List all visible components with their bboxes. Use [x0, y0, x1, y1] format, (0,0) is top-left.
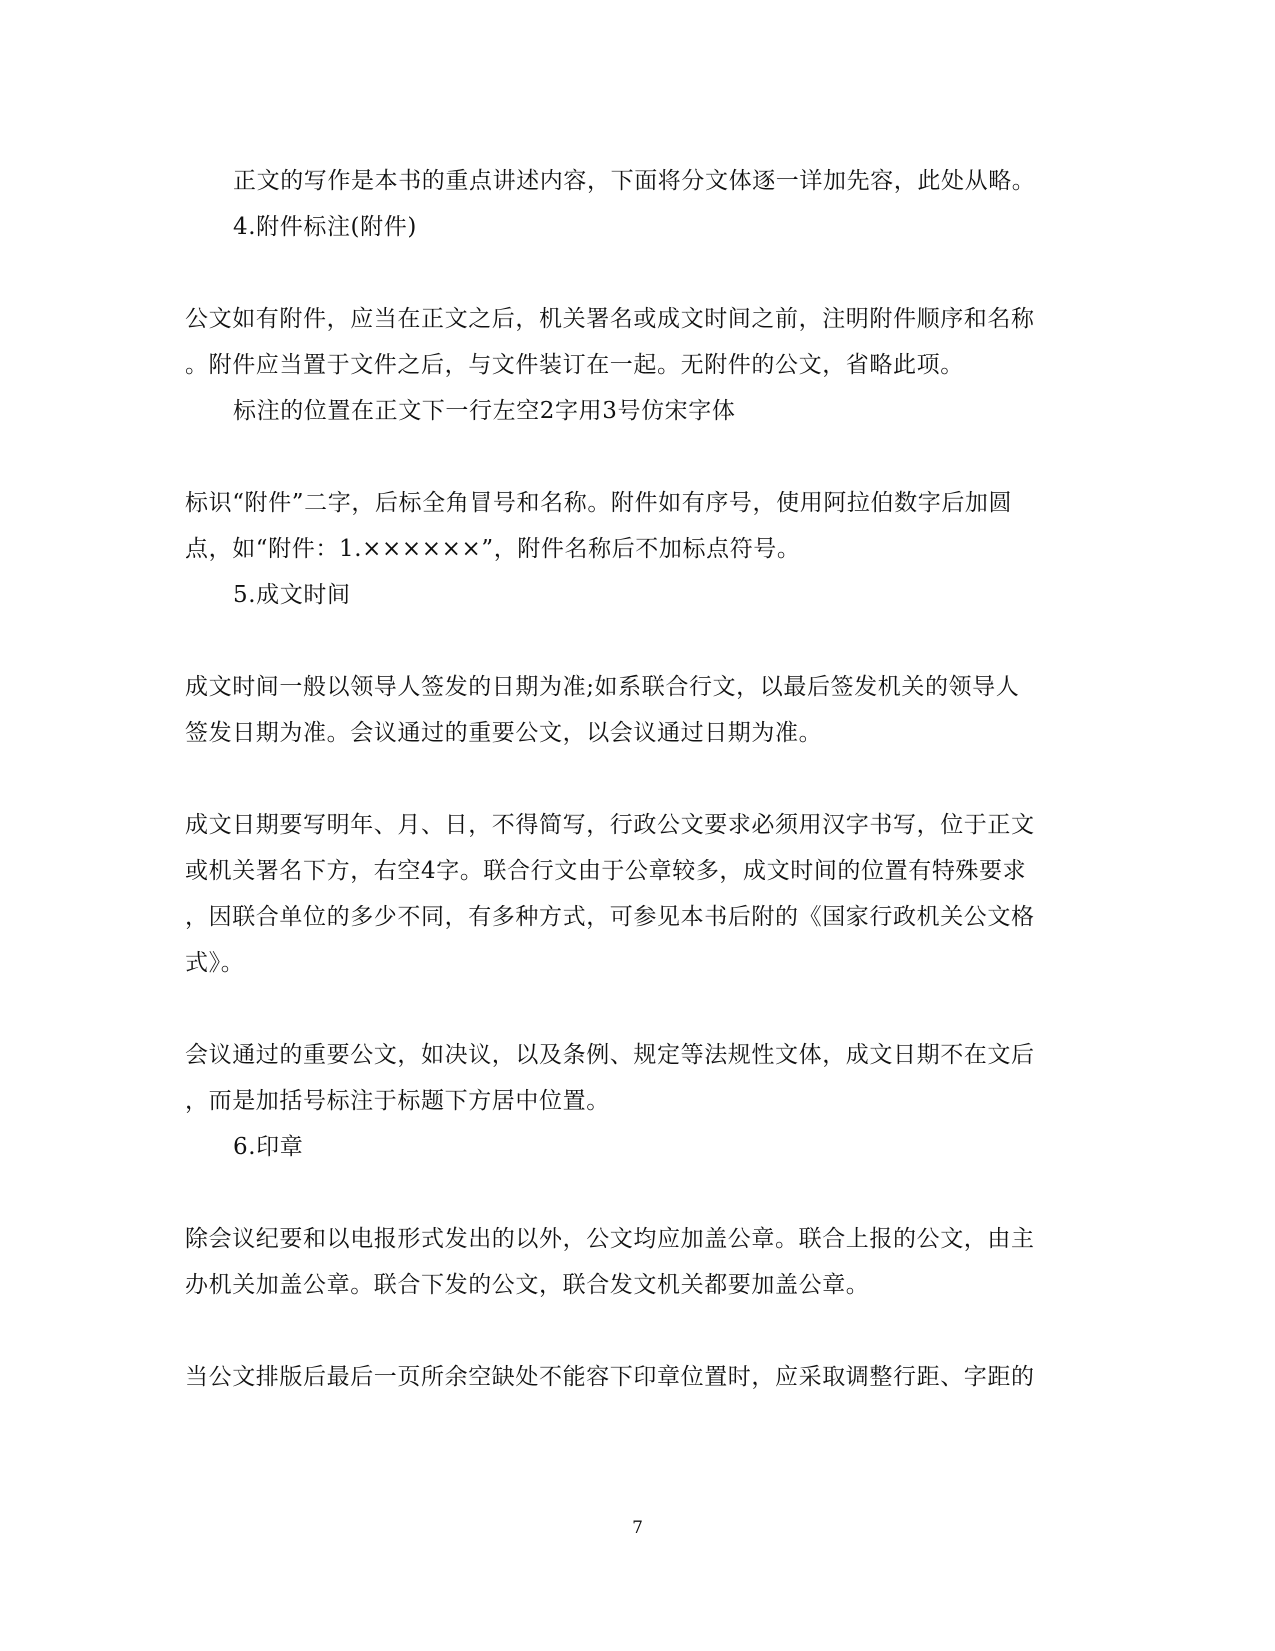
- text-line: 办机关加盖公章。联合下发的公文，联合发文机关都要加盖公章。: [185, 1272, 870, 1298]
- text-line: 公文如有附件，应当在正文之后，机关署名或成文时间之前，注明附件顺序和名称: [185, 306, 1035, 332]
- section-heading: 5.成文时间: [233, 582, 351, 608]
- section-heading: 4.附件标注(附件): [233, 214, 417, 240]
- text-line: 或机关署名下方，右空4字。联合行文由于公章较多，成文时间的位置有特殊要求: [185, 858, 1027, 884]
- text-line: 除会议纪要和以电报形式发出的以外，公文均应加盖公章。联合上报的公文，由主: [185, 1226, 1035, 1252]
- text-line: ，而是加括号标注于标题下方居中位置。: [185, 1088, 610, 1114]
- text-line: 当公文排版后最后一页所余空缺处不能容下印章位置时，应采取调整行距、字距的: [185, 1364, 1035, 1390]
- text-line: 式》。: [185, 950, 245, 976]
- text-line: 标识“附件”二字，后标全角冒号和名称。附件如有序号，使用阿拉伯数字后加圆: [185, 490, 1013, 516]
- text-line: 点，如“附件：1.××××××”，附件名称后不加标点符号。: [185, 536, 801, 562]
- text-line: 签发日期为准。会议通过的重要公文，以会议通过日期为准。: [185, 720, 823, 746]
- text-line: 会议通过的重要公文，如决议，以及条例、规定等法规性文体，成文日期不在文后: [185, 1042, 1035, 1068]
- text-line: ，因联合单位的多少不同，有多种方式，可参见本书后附的《国家行政机关公文格: [185, 904, 1035, 930]
- section-heading: 6.印章: [233, 1134, 304, 1160]
- text-line: 。附件应当置于文件之后，与文件装订在一起。无附件的公文，省略此项。: [185, 352, 964, 378]
- text-line: 标注的位置在正文下一行左空2字用3号仿宋字体: [233, 398, 736, 424]
- text-line: 正文的写作是本书的重点讲述内容，下面将分文体逐一详加先容，此处从略。: [233, 168, 1036, 194]
- page-number: 7: [632, 1518, 643, 1538]
- text-line: 成文日期要写明年、月、日，不得简写，行政公文要求必须用汉字书写，位于正文: [185, 812, 1035, 838]
- text-line: 成文时间一般以领导人签发的日期为准;如系联合行文，以最后签发机关的领导人: [185, 674, 1020, 700]
